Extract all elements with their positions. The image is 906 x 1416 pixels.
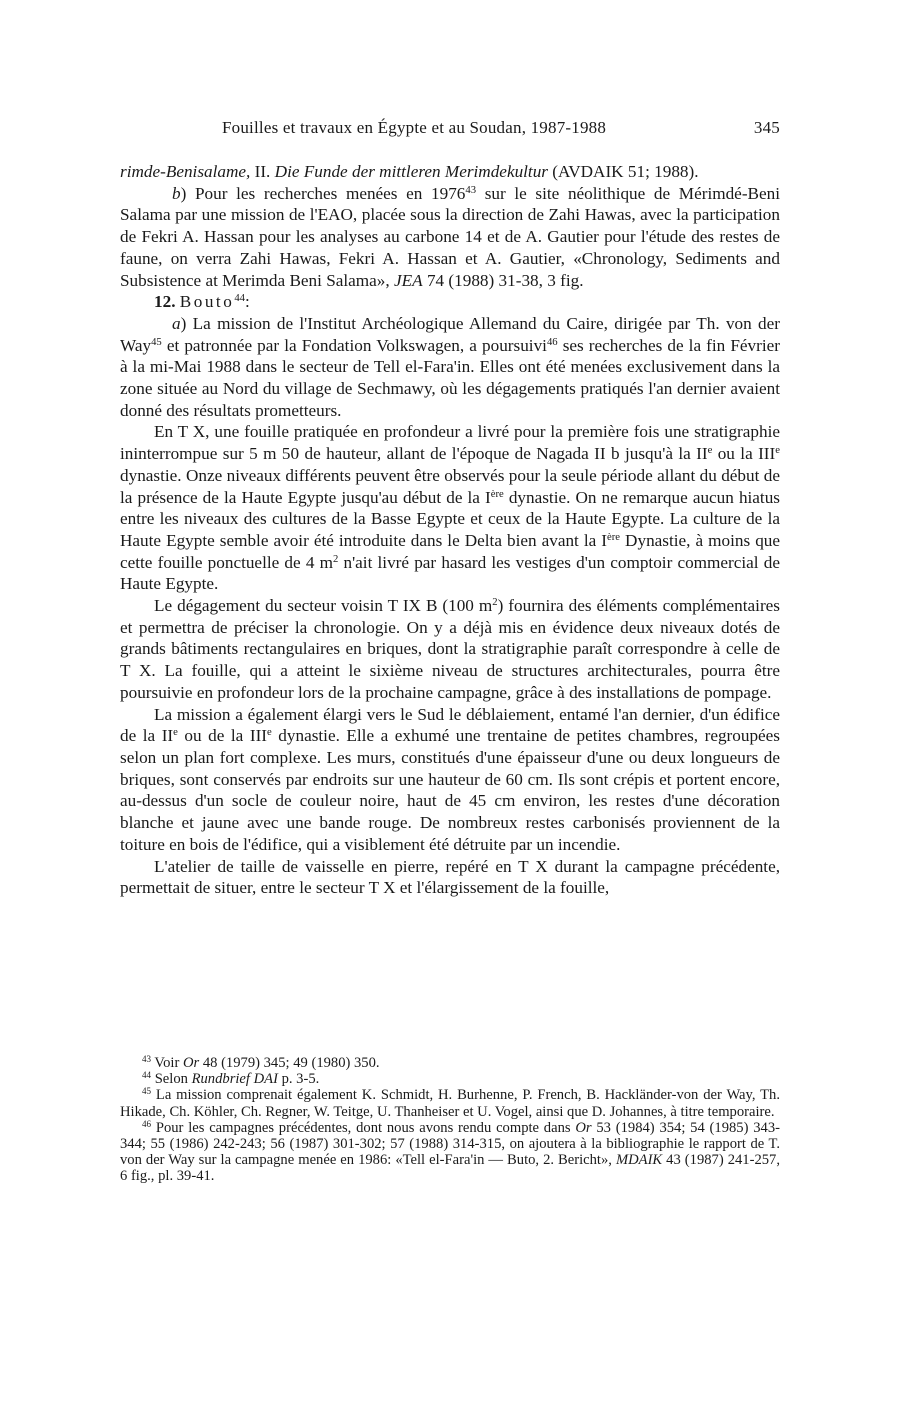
text-run: ou de la III xyxy=(177,726,268,746)
footnote-44 xyxy=(120,1071,780,1087)
text-run: Dynastie, à moins que cette fouille ponctuelle de 4 m xyxy=(120,530,781,572)
item-letter: b xyxy=(172,183,181,203)
journal-abbrev: Rundbrief DAI xyxy=(191,1071,278,1088)
superscript: e xyxy=(173,727,178,739)
paragraph-tixb xyxy=(120,595,780,704)
footnote-number: 43 xyxy=(142,1054,152,1065)
main-text xyxy=(120,161,780,899)
text-run: 48 (1979) 345; 49 (1980) 350. xyxy=(199,1055,380,1071)
text-run: et patronnée par la Fondation Volkswagen, a poursuivi xyxy=(161,335,547,355)
section-title: Bouto xyxy=(179,292,235,312)
text-run: ) La mission de l'Institut Archéologique Allemand du Caire, dirigée par Th. von der Way xyxy=(120,313,780,355)
superscript: e xyxy=(775,445,780,457)
text-run: dynastie. Onze niveaux différents peuvent être observés pour la seule période allant du début de la présence de la Haute Egypte jusqu'au début de la I xyxy=(120,465,780,507)
text-run: Selon xyxy=(151,1071,192,1088)
paragraph-south-building xyxy=(120,704,780,856)
item-letter: a xyxy=(172,313,181,333)
paragraph-bouto-a xyxy=(120,313,780,422)
text-run: L'atelier de taille de vaisselle en pierre, repéré en T X durant la campagne précédente, permettait de situer, entre le secteur T X et l'élargissement de la fouille, xyxy=(120,856,780,898)
text-run: ses recherches de la fin Février à la mi-Mai 1988 dans le secteur de Tell el-Fara'in. Elles ont été menées exclusivement dans la zone située au Nord du village de Sechmawy, où les dégagements pratiqués l'an dernier avaient donné des résultats prometteurs. xyxy=(120,335,780,420)
footnote-ref-43: 43 xyxy=(465,184,477,196)
running-title: Fouilles et travaux en Égypte et au Soudan, 1987-1988 xyxy=(222,118,607,137)
footnote-ref-46: 46 xyxy=(546,336,558,348)
footnote-43 xyxy=(120,1055,780,1071)
page-number: 345 xyxy=(753,118,780,137)
journal-abbrev: JEA xyxy=(394,270,423,290)
superscript: 2 xyxy=(332,553,339,565)
text-run: p. 3-5. xyxy=(277,1071,320,1088)
paragraph-continuation xyxy=(120,161,780,183)
footnote-46 xyxy=(120,1120,780,1185)
journal-abbrev: Or xyxy=(575,1119,592,1136)
paragraph-tx xyxy=(120,421,780,595)
superscript: 2 xyxy=(492,597,498,609)
text-run: ) fournira des éléments complémentaires et permettra de préciser la chronologie. On y a déjà mis en évidence deux niveaux dotés de grands bâtiments rectangulaires en briques, dont la stratigraphie paraît correspondre à celle de T X. La fouille, qui a atteint le sixième niveau de structures architecturales, pourra être poursuivie en profondeur lors de la prochaine campagne, grâce à des installations de pompage. xyxy=(120,596,780,702)
journal-abbrev: MDAIK xyxy=(615,1152,663,1169)
footnotes xyxy=(120,1055,780,1185)
text-run: ) Pour les recherches menées en 1976 xyxy=(180,183,466,203)
text-run: La mission a également élargi vers le Sud le déblaiement, entamé l'an dernier, d'un édifice de la II xyxy=(120,704,780,746)
text-run: En T X, une fouille pratiquée en profondeur a livré pour la première fois une stratigraphie ininterrompue sur 5 m 50 de hauteur, allant de l'époque de Nagada II b jusqu'à la II xyxy=(120,422,780,464)
text-run: Pour les campagnes précédentes, dont nous avons rendu compte dans xyxy=(151,1119,576,1136)
section-number: 12. xyxy=(154,292,176,312)
footnote-number: 44 xyxy=(142,1070,152,1081)
text-run: dynastie. Elle a exhumé une trentaine de petites chambres, regroupées selon un plan fort complexe. Les murs, constitués d'une épaisseur d'une ou deux longueurs de briques, sont conservés par endroits sur une hauteur de 60 cm. Ils sont crépis et portent encore, au-dessus d'un socle de couleur noire, haut de 45 cm environ, les restes d'une décoration blanche et jaune avec une bande rouge. De nombreux restes carbonisés proviennent de la toiture en bois de l'édifice, qui a visiblement été détruite par un incendie. xyxy=(120,726,780,854)
footnote-45 xyxy=(120,1087,780,1119)
text-run: 43 (1987) 241-257, 6 fig., pl. 39-41. xyxy=(120,1152,780,1185)
paragraph-merimde-b xyxy=(120,183,780,292)
superscript: e xyxy=(267,727,272,739)
text-run: dynastie. On ne remarque aucun hiatus entre les niveaux des cultures de la Basse Egypte et ceux de la Haute Egypte. La culture de la Haute Egypte semble avoir été introduite dans le Delta bien avant la I xyxy=(120,487,780,550)
text-run: n'ait livré par hasard les vestiges d'un comptoir commercial de Haute Egypte. xyxy=(120,552,780,594)
footnote-ref-44: 44 xyxy=(234,293,245,305)
footnote-number: 45 xyxy=(142,1086,152,1097)
text-run: : xyxy=(244,292,250,312)
superscript: ère xyxy=(607,532,621,544)
footnote-ref-45: 45 xyxy=(151,336,162,348)
italic-text: rimde-Benisalame, xyxy=(120,162,251,181)
superscript: e xyxy=(707,445,713,457)
text-run: ou la III xyxy=(712,444,776,464)
text-run: II. xyxy=(250,162,275,181)
text-run: La mission comprenait également K. Schmidt, H. Burhenne, P. French, B. Hackländer-von der Way, Th. Hikade, Ch. Köhler, Ch. Regner, W. Teitge, U. Thanheiser et U. Vogel, ainsi que D. Johannes, à titre temporaire. xyxy=(120,1087,780,1120)
text-run: 53 (1984) 354; 54 (1985) 343-344; 55 (1986) 242-243; 56 (1987) 301-302; 57 (1988) 314-315, on ajoutera à la bibliographie le rapport de T. von der Way sur la campagne menée en 1986: «Tell el-Fara'in — Buto, 2. Bericht», xyxy=(120,1119,781,1169)
text-run: Voir xyxy=(151,1055,183,1071)
text-run: Le dégagement du secteur voisin T IX B (100 m xyxy=(154,596,493,616)
section-heading-bouto xyxy=(120,291,780,313)
text-run: (AVDAIK 51; 1988). xyxy=(548,162,699,181)
journal-abbrev: Or xyxy=(182,1055,200,1071)
text-run: sur le site néolithique de Mérimdé-Beni Salama par une mission de l'EAO, placée sous la direction de Zahi Hawas, avec la participation de Fekri A. Hassan pour les analyses au carbone 14 et de A. Gautier pour l'étude des restes de faune, on verra Zahi Hawas, Fekri A. Hassan et A. Gautier, «Chronology, Sediments and Subsistence at Merimda Beni Salama», xyxy=(120,183,780,290)
paragraph-workshop xyxy=(120,856,780,899)
italic-title: Die Funde der mittleren Merimdekultur xyxy=(274,162,548,181)
superscript: ère xyxy=(490,488,504,500)
text-run: 74 (1988) 31-38, 3 fig. xyxy=(422,270,584,290)
footnote-number: 46 xyxy=(142,1118,152,1129)
